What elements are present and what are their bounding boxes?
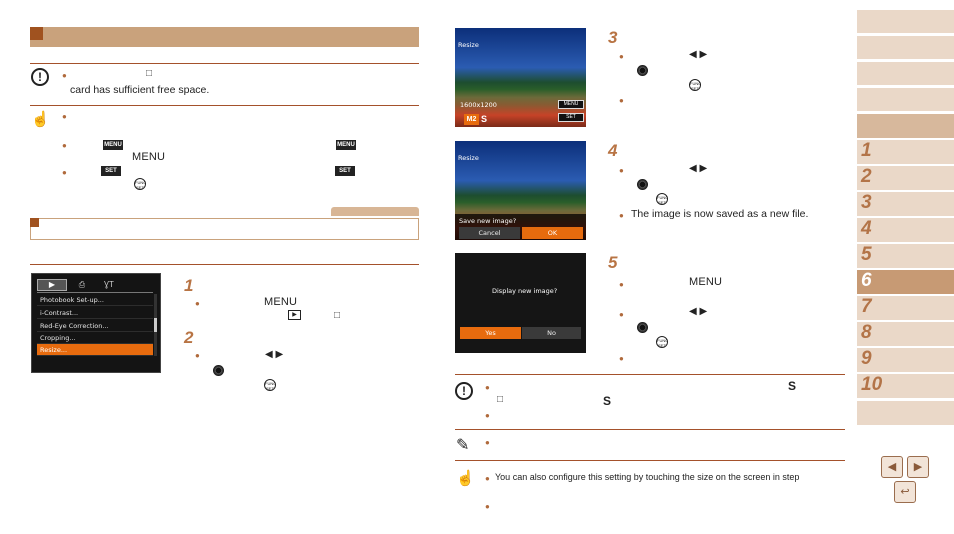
caution-text: card has sufficient free space. <box>70 84 210 96</box>
menu-back-button[interactable]: MENU <box>558 100 584 109</box>
sidebar-tab-header <box>857 114 954 138</box>
func-set-icon: FUNC SET <box>690 81 702 91</box>
result-text: The image is now saved as a new file. <box>631 208 809 220</box>
bullet: ● <box>485 502 490 511</box>
caution-icon: ! <box>455 382 473 400</box>
size-badge[interactable]: M2 <box>464 114 479 125</box>
sidebar-tab-cover[interactable] <box>857 10 954 33</box>
set-button[interactable]: SET <box>558 113 584 122</box>
return-button[interactable]: ↩ <box>894 481 916 503</box>
menu-button-icon: MENU <box>337 142 355 148</box>
section-subheader-marker <box>30 218 39 227</box>
set-button-icon: SET <box>101 166 121 176</box>
left-right-arrows-icon: ◀ ▶ <box>265 349 284 360</box>
bullet: ● <box>619 310 624 319</box>
chapter-number: 1 <box>861 140 872 161</box>
bullet: ● <box>62 112 67 121</box>
dialog-prompt: Save new image? <box>459 217 517 225</box>
section-header-bar <box>30 27 419 47</box>
chapter-number: 2 <box>861 166 872 187</box>
sidebar-item-chapter-8[interactable] <box>857 322 954 346</box>
bullet: ● <box>485 438 490 447</box>
book-ref-icon[interactable]: □ <box>334 310 341 321</box>
print-tab-icon[interactable]: ⎙ <box>78 280 86 289</box>
chapter-number: 9 <box>861 348 872 369</box>
sidebar-item-chapter-4[interactable] <box>857 218 954 242</box>
chapter-number: 4 <box>861 218 872 239</box>
bullet: ● <box>619 354 624 363</box>
control-dial-icon <box>213 365 224 376</box>
camera-menu-item[interactable]: Cropping... <box>37 332 153 344</box>
prev-page-button[interactable]: ◀ <box>881 456 903 478</box>
menu-button-icon: MENU <box>104 142 122 148</box>
step-number: 5 <box>608 253 618 272</box>
camera-menu-item[interactable]: i-Contrast... <box>37 307 153 319</box>
sidebar-item-chapter-1[interactable] <box>857 140 954 164</box>
chapter-number: 7 <box>861 296 872 317</box>
sidebar-tab-index[interactable] <box>857 401 954 425</box>
step-number: 2 <box>184 328 194 347</box>
camera-menu-item-selected[interactable]: Resize... <box>37 344 153 356</box>
sidebar-item-chapter-6[interactable] <box>857 270 954 294</box>
sidebar-item-chapter-7[interactable] <box>857 296 954 320</box>
sidebar-item-chapter-2[interactable] <box>857 166 954 190</box>
camera-menu-item[interactable]: Red-Eye Correction... <box>37 320 153 332</box>
caution-icon: ! <box>31 68 49 86</box>
sidebar-item-chapter-3[interactable] <box>857 192 954 216</box>
menu-scrollbar-thumb[interactable] <box>154 318 157 332</box>
set-button-icon: SET <box>335 166 355 176</box>
cancel-button[interactable]: Cancel <box>459 227 520 239</box>
touch-icon: ☝ <box>456 470 475 487</box>
chapter-number: 6 <box>861 270 872 291</box>
menu-word: MENU <box>264 296 298 308</box>
func-set-icon: FUNC SET <box>657 195 669 205</box>
ok-button[interactable]: OK <box>522 227 583 239</box>
control-dial-icon <box>637 179 648 190</box>
bullet: ● <box>619 211 624 220</box>
settings-tab-icon[interactable]: ƔT <box>104 280 114 289</box>
step-number: 3 <box>608 28 618 47</box>
bullet: ● <box>619 280 624 289</box>
bullet: ● <box>485 474 490 483</box>
no-button[interactable]: No <box>522 327 581 339</box>
book-ref-icon[interactable]: □ <box>497 394 504 405</box>
control-dial-icon <box>637 65 648 76</box>
section-header-marker <box>30 27 43 40</box>
size-s-label: S <box>603 394 612 408</box>
divider <box>30 264 419 265</box>
bullet: ● <box>485 411 490 420</box>
func-set-icon: FUNC SET <box>657 338 669 348</box>
touch-icon: ☝ <box>31 111 50 128</box>
size-s-label: S <box>481 114 488 124</box>
playback-icon: ▶ <box>288 310 301 320</box>
chapter-number: 3 <box>861 192 872 213</box>
screen-title: Resize <box>458 41 479 49</box>
bullet: ● <box>619 52 624 61</box>
menu-word: MENU <box>689 276 723 288</box>
divider <box>30 105 419 106</box>
next-page-button[interactable]: ▶ <box>907 456 929 478</box>
bullet: ● <box>62 141 67 150</box>
sidebar-tab-contents[interactable] <box>857 36 954 59</box>
bullet: ● <box>619 96 624 105</box>
sidebar-tab-basic[interactable] <box>857 62 954 85</box>
menu-word: MENU <box>132 151 166 163</box>
bullet: ● <box>619 166 624 175</box>
section-tab <box>331 207 419 216</box>
chapter-number: 5 <box>861 244 872 265</box>
camera-menu-item[interactable]: Photobook Set-up... <box>37 294 153 306</box>
chapter-number: 8 <box>861 322 872 343</box>
yes-button[interactable]: Yes <box>460 327 521 339</box>
control-dial-icon <box>637 322 648 333</box>
tab-divider <box>37 292 153 293</box>
func-set-icon: FUNC SET <box>135 180 147 190</box>
divider <box>455 460 845 461</box>
bullet: ● <box>62 168 67 177</box>
bullet: ● <box>195 299 200 308</box>
sidebar-item-chapter-5[interactable] <box>857 244 954 268</box>
bullet: ● <box>62 71 67 80</box>
play-tab-icon[interactable]: ▶ <box>37 279 67 291</box>
pencil-note-icon: ✎ <box>456 437 470 454</box>
sidebar-item-chapter-10[interactable] <box>857 374 954 398</box>
image-size-label: 1600x1200 <box>460 101 497 109</box>
dialog-prompt: Display new image? <box>492 287 558 295</box>
step-number: 4 <box>608 141 618 160</box>
chapter-number: 10 <box>861 374 883 395</box>
sidebar-tab-advanced[interactable] <box>857 88 954 111</box>
left-right-arrows-icon: ◀ ▶ <box>689 306 708 317</box>
left-right-arrows-icon: ◀ ▶ <box>689 163 708 174</box>
size-s-label: S <box>788 379 797 393</box>
bullet: ● <box>485 383 490 392</box>
func-set-icon: FUNC SET <box>265 381 277 391</box>
sidebar-item-chapter-9[interactable] <box>857 348 954 372</box>
step-number: 1 <box>184 276 194 295</box>
divider <box>455 374 845 375</box>
screen-title: Resize <box>458 154 479 162</box>
book-ref-icon[interactable]: □ <box>146 68 153 79</box>
left-right-arrows-icon: ◀ ▶ <box>689 49 708 60</box>
section-subheader <box>30 218 419 240</box>
bullet: ● <box>195 351 200 360</box>
divider <box>455 429 845 430</box>
touch-note-text: You can also configure this setting by touching the size on the screen in step <box>495 472 800 482</box>
divider <box>30 63 419 64</box>
